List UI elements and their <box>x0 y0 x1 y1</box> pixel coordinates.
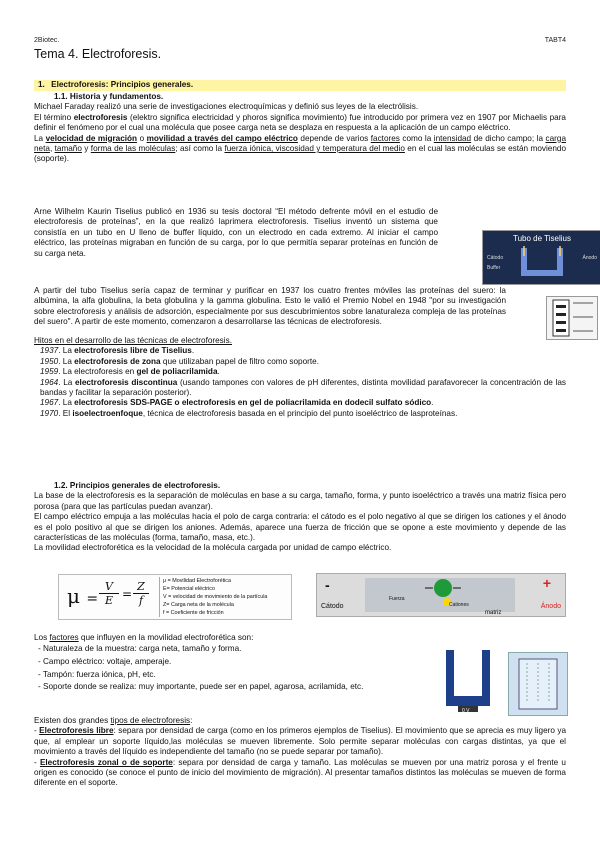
factor-item: - Naturaleza de la muestra: carga neta, tamaño y forma. <box>38 644 242 654</box>
t: (usando tampones con valores de pH diferentes, distinta movilidad parafavorecer la concentración de las bandas y facilitar la separación posterior). <box>40 377 566 398</box>
tiselius-fig-title: Tubo de Tiselius <box>513 234 571 243</box>
t-bold: electroforesis de zona <box>74 356 161 366</box>
t-bold: electroforesis <box>73 112 128 122</box>
field-catodo: Cátodo <box>321 603 344 610</box>
block-hitos <box>34 336 566 419</box>
section-1-heading <box>34 80 566 91</box>
t-u: tamaño <box>54 144 82 154</box>
mobility-formula <box>58 574 292 620</box>
hito-item <box>40 409 566 419</box>
t: de dicho campo; la <box>471 133 546 143</box>
t-bold: Electroforesis libre <box>39 726 114 736</box>
legend-line: E= Potencial eléctrico <box>163 586 215 592</box>
formula-e: E <box>104 594 114 607</box>
factor-item: - Tampón: fuerza iónica, pH, etc. <box>38 669 156 679</box>
document-page <box>34 0 597 848</box>
formula-frac-1 <box>99 580 119 607</box>
tipo-zonal <box>34 758 566 789</box>
legend-line: μ = Movilidad Electroforética <box>163 578 231 584</box>
formula-legend <box>159 577 291 617</box>
p-campo: El campo eléctrico empuja a las moléculas hacia el polo de carga contraria: el cátodo es el polo negativo al que se dirigen los cationes y el ánodo es el polo positivo al que se dirigen los aniones. Además, aparece una fuerza de fricción que se opone a este movimiento y depende de las características de las moléculas (forma, tamaño, masa, etc.). <box>34 512 566 543</box>
t: . <box>217 367 220 377</box>
section-1-label: Electroforesis: Principios generales. <box>51 80 194 89</box>
hito-year: 1964 <box>40 377 59 387</box>
formula-v: V <box>99 580 119 594</box>
formula-expression <box>67 584 98 611</box>
legend-line: V = velocidad de movimiento de la partícula <box>163 594 268 600</box>
t: . La <box>58 398 75 408</box>
t: y <box>81 144 91 154</box>
t-bold: electroforesis libre de Tiselius <box>74 346 192 356</box>
hito-year: 1967 <box>40 398 59 408</box>
subsection-1-1: 1.1. Historia y fundamentos. <box>54 92 164 101</box>
t: La <box>34 133 46 143</box>
t: : separa por densidad de carga y tamaño. Las moléculas se mueven por una matriz porosa y el frente u origen es conocido (se conoce el punto de inicio del movimiento de migración). Al presentar tamaños distintos las moléculas se mueven de forma diferente en el soporte. <box>34 757 566 788</box>
t: o <box>137 133 147 143</box>
t-u: intensidad <box>433 133 472 143</box>
t: . <box>431 398 434 408</box>
t: . La <box>58 356 75 366</box>
formula-f: f <box>138 594 144 607</box>
page-title: Tema 4. Electroforesis. <box>34 47 162 61</box>
block-historia <box>34 92 566 165</box>
field-fuerza: Fuerza <box>389 596 405 602</box>
t: El término <box>34 112 74 122</box>
t-u: forma de las moléculas <box>90 144 176 154</box>
tiselius-u-tube-icon <box>483 244 600 284</box>
block-premio <box>34 286 506 328</box>
p-movilidad: La movilidad electroforética es la velocidad de la molécula cargada por unidad de campo eléctrico. <box>34 543 392 553</box>
t: : <box>190 716 193 725</box>
t: Existen dos grandes <box>34 716 111 725</box>
formula-eq-2: = <box>122 587 133 601</box>
t: , técnica de electroforesis basada en el principio del punto isoeléctrico de lasproteínas. <box>142 408 458 418</box>
t: . <box>191 346 195 356</box>
page-header <box>34 36 566 46</box>
block-tipos <box>34 716 566 789</box>
factor-item: - Campo eléctrico: voltaje, amperaje. <box>38 657 172 666</box>
subsection-1-2: 1.2. Principios generales de electroforesis. <box>54 481 221 490</box>
p-tiselius: Arne Wilhelm Kaurin Tiselius publicó en 1936 su tesis doctoral “El método defrente móvil en el estudio de electroforesis de proteínas”, en la que realizó laprimera electroforesis. Tiselius inventó un sistema que consistía en un tubo en U lleno de buffer líquido, con un electrodo en cada extremo. Al iniciar el campo eléctrico, las proteínas migraban en función de su carga, por lo que permitía separar proteínas en función de su carga neta. <box>34 207 438 258</box>
t-u: factores <box>370 133 400 143</box>
t-u: factores <box>49 633 79 642</box>
gel-strips-figure <box>546 296 598 340</box>
p-base: La base de la electroforesis es la separación de moléculas en base a su carga, tamaño, forma, y punto isoeléctrico a través una matriz física pero porosa (para que las partículas puedan avanzar). <box>34 491 566 511</box>
hito-year: 1959 <box>40 367 59 377</box>
factores-title <box>34 633 434 643</box>
t: , <box>49 144 55 154</box>
tipos-title <box>34 716 566 726</box>
t: como la <box>399 133 434 143</box>
t: . El <box>58 408 73 418</box>
p-faraday: Michael Faraday realizó una serie de investigaciones electroquímicas y definió sus leyes de la electrólisis. <box>34 102 419 112</box>
hito-year: 1950 <box>40 356 59 366</box>
t: que influyen en la movilidad electroforética son: <box>78 633 254 642</box>
u-cell-figure <box>440 646 496 716</box>
t: ; así como la <box>175 144 225 154</box>
hito-year: 1937 <box>40 346 59 356</box>
t-bold: electroforesis discontinua <box>75 377 178 387</box>
t: . La <box>58 377 75 387</box>
t: - <box>34 757 37 767</box>
t-bold: electroforesis SDS-PAGE o electroforesis en gel de poliacrilamida en dodecil sulfato sódico <box>74 398 432 408</box>
t-u: carga neta <box>34 133 566 154</box>
tiselius-figure <box>482 230 600 285</box>
field-anodo: Ánodo <box>540 603 561 610</box>
u-cell-label: 0 V <box>462 708 470 714</box>
t: que utilizaban papel de filtro como soporte. <box>160 356 319 366</box>
legend-line: Z= Carga neta de la molécula <box>163 602 234 608</box>
field-matriz: matriz <box>485 610 502 616</box>
block-tiselius <box>34 207 438 259</box>
hito-item <box>40 378 566 399</box>
t-bold: isoelectroenfoque <box>72 408 143 418</box>
tiselius-label-anodo: Ánodo <box>582 255 597 261</box>
t: (elektro significa electricidad y phoros significa movimiento) fue introducido por primera vez en 1907 por Michaelis para definir el fenómeno por el cual una molécula que posee carga neta se desplaza en respuesta a la aplicación de un campo eléctrico. <box>34 112 566 133</box>
t: en el cual las moléculas se están moviendo (soporte). <box>34 144 566 164</box>
field-cationes: Cationes <box>449 602 469 608</box>
t: : separa por densidad de carga (como en los primeros ejemplos de Tiselius). El movimiento que se aprecia es muy ligero ya que, al emplear un soporte líquido,las moléculas se mueven libremente. Solo permite separar moléculas con cargas distintas, ya que el movimiento a través del líquido es independiente del tamaño (no se puede separar por tamaño). <box>34 726 567 757</box>
t-bold: velocidad de migración <box>45 133 138 143</box>
hito-year: 1970 <box>40 408 59 418</box>
legend-line: f = Coeficiente de fricción <box>163 610 224 616</box>
block-principios <box>34 481 566 554</box>
formula-z: Z <box>133 580 149 594</box>
hito-item <box>40 367 566 377</box>
electric-field-figure <box>316 573 566 617</box>
t: - <box>34 726 37 736</box>
hitos-title-text: Hitos en el desarrollo de las técnicas de electroforesis. <box>34 336 232 345</box>
header-right: TABT4 <box>544 37 566 44</box>
t: Los <box>34 633 50 642</box>
field-plus: + <box>542 575 551 591</box>
hito-item <box>40 357 566 367</box>
formula-frac-2 <box>133 580 149 607</box>
field-minus: - <box>325 577 330 593</box>
hito-item <box>40 346 566 356</box>
tiselius-label-buffer: Buffer <box>487 265 501 271</box>
section-1-number: 1. <box>38 80 45 89</box>
hito-item <box>40 398 566 408</box>
gel-strips-icon <box>547 297 597 339</box>
t-bold: gel de poliacrilamida <box>136 367 218 377</box>
gel-box-icon <box>509 653 567 715</box>
t: . La electroforesis en <box>58 367 137 377</box>
hitos-title <box>34 336 566 346</box>
formula-mu: μ <box>67 584 80 608</box>
t-u: fuerza iónica, viscosidad y temperatura del medio <box>224 144 405 154</box>
t: . La <box>58 346 75 356</box>
t-bold: movilidad a través del campo eléctrico <box>146 133 298 143</box>
factor-item: - Soporte donde se realiza: muy importante, puede ser en papel, agarosa, acrilamida, etc. <box>38 682 364 692</box>
t-u: tipos de electroforesis <box>110 716 191 725</box>
factores-list <box>34 643 434 693</box>
p-termino <box>34 113 566 134</box>
hitos-list <box>34 346 566 419</box>
p-premio: A partir del tubo Tiselius sería capaz de terminar y purificar en 1937 los cuatro frentes móviles las proteínas del suero: la albúmina, la alfa globulina, la beta globulina y la gamma globulina. Esto le valió el Premio Nobel en 1948 "por su investigación sobre electroforesis y análisis de adsorción, especialmente por sus descubrimientos sobre lanaturaleza compleja de las proteínas del suero". A partir de este momento, comenzaron a desarrollarse las técnicas de electroforesis. <box>34 286 506 327</box>
p-velocidad <box>34 134 566 165</box>
formula-eq: = <box>86 591 99 607</box>
t: depende de varios <box>297 133 371 143</box>
block-factores <box>34 633 434 694</box>
gel-box-figure <box>508 652 568 716</box>
tipo-libre <box>34 726 566 757</box>
t-bold: Electroforesis zonal o de soporte <box>39 757 173 767</box>
tiselius-label-catodo: Cátodo <box>487 255 504 261</box>
header-left: 2Biotec. <box>34 37 60 44</box>
